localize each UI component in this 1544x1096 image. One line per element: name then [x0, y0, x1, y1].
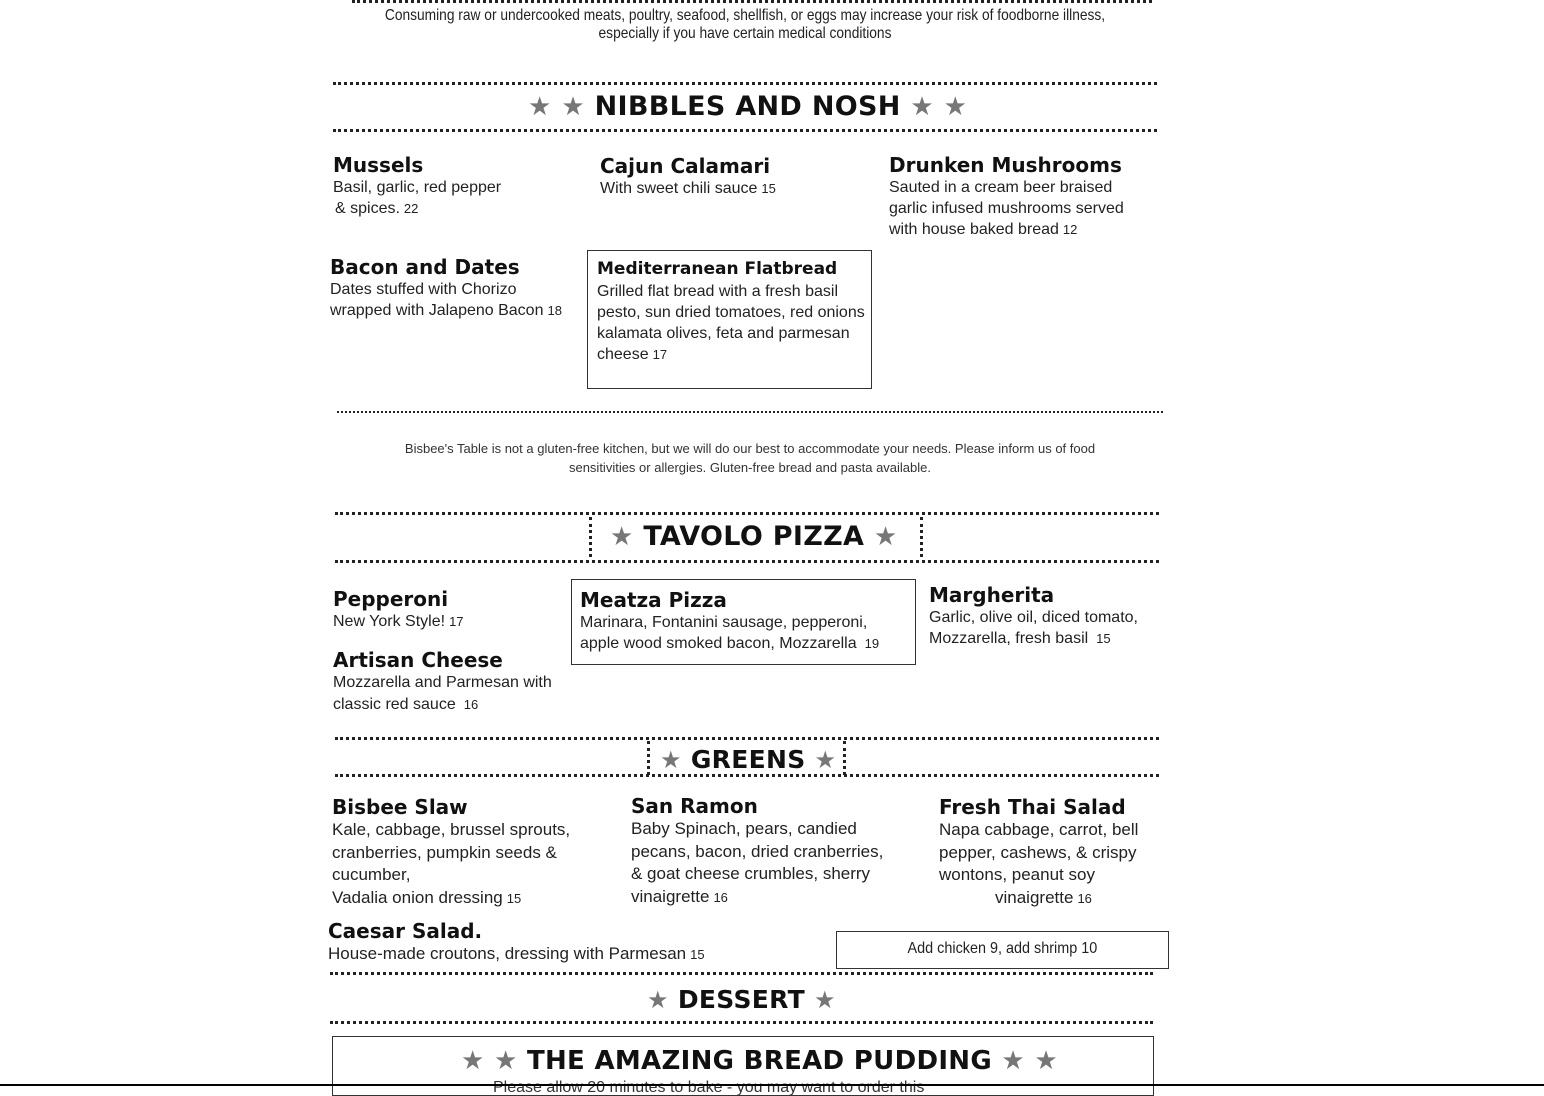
greens-title-text: GREENS: [690, 745, 806, 774]
item-price: 15: [506, 890, 522, 906]
item-price: 17: [449, 614, 464, 629]
allergy-divider: [337, 411, 1163, 413]
menu-item-fresh-thai-salad: [939, 795, 1169, 910]
top-divider: [352, 0, 1152, 3]
item-price: 15: [1096, 631, 1111, 646]
item-description-cont: Vadalia onion dressing 15: [332, 887, 522, 907]
pizza-bottom-divider: [335, 560, 1159, 563]
item-name: Artisan Cheese: [333, 648, 503, 672]
item-name: Cajun Calamari: [600, 154, 771, 178]
pizza-title-right-border: [920, 517, 923, 557]
item-price: 16: [463, 697, 479, 712]
item-name: Meatza Pizza: [580, 588, 727, 612]
pizza-title-text: TAVOLO PIZZA: [643, 521, 865, 552]
item-description: With sweet chili sauce 15: [600, 180, 776, 197]
star-icon: ★: [647, 986, 669, 1014]
item-description: Dates stuffed with Chorizo wrapped with Jalapeno Bacon 18: [330, 281, 562, 319]
item-price: 15: [761, 181, 776, 196]
bread-pudding-title-text: THE AMAZING BREAD PUDDING: [526, 1046, 993, 1076]
menu-item-caesar-salad: [328, 919, 808, 966]
star-icon: ★: [1034, 1046, 1058, 1076]
item-description: House-made croutons, dressing with Parmesan 15: [328, 944, 705, 963]
greens-top-divider: [335, 737, 1159, 740]
star-icon: ★: [814, 746, 837, 774]
menu-item-mussels: [333, 153, 563, 219]
item-price: 16: [1077, 890, 1092, 906]
menu-item-cajun-calamari: [600, 154, 860, 199]
item-price: 16: [713, 889, 728, 905]
item-description: New York Style! 17: [333, 613, 464, 630]
menu-item-bacon-and-dates: [330, 255, 582, 321]
item-name: Drunken Mushrooms: [889, 153, 1122, 177]
greens-bottom-divider: [335, 774, 1159, 777]
star-icon: ★: [910, 92, 934, 122]
allergy-notice-line2: sensitivities or allergies. Gluten-free bread and pasta available.: [568, 460, 932, 475]
item-description: Sauted in a cream beer braised garlic infused mushrooms served with house baked bread 12: [889, 179, 1124, 238]
item-name: San Ramon: [631, 794, 758, 818]
food-safety-notice-line2: especially if you have certain medical conditions: [598, 25, 892, 42]
food-safety-notice-line1: Consuming raw or undercooked meats, poultry, seafood, shellfish, or eggs may increase your risk of foodborne illness,: [384, 7, 1106, 24]
greens-section-title: [660, 745, 836, 774]
featured-box-bread-pudding: [332, 1036, 1154, 1096]
pizza-title-left-border: [589, 517, 592, 557]
item-name: Bacon and Dates: [330, 255, 520, 279]
dessert-section-title: [647, 985, 836, 1014]
item-description: Grilled flat bread with a fresh basil pesto, sun dried tomatoes, red onions kalamata olives, feta and parmesan cheese 17: [597, 283, 865, 363]
dessert-title-text: DESSERT: [677, 985, 805, 1014]
dessert-bottom-divider: [330, 1021, 1153, 1024]
item-description: Napa cabbage, carrot, bell pepper, cashews, & crispy wontons, peanut soy: [939, 820, 1139, 884]
menu-item-pepperoni: [333, 587, 553, 632]
star-icon: ★: [813, 986, 836, 1014]
item-price: 18: [547, 303, 562, 318]
star-icon: ★: [493, 1046, 518, 1076]
item-description: Kale, cabbage, brussel sprouts, cranberries, pumpkin seeds & cucumber,: [332, 820, 571, 884]
item-name: Mediterranean Flatbread: [597, 259, 838, 279]
item-description: Baby Spinach, pears, candied pecans, bacon, dried cranberries, & goat cheese crumbles, sherry vinaigrette 16: [631, 819, 884, 906]
item-description: Basil, garlic, red pepper: [333, 179, 502, 196]
menu-item-drunken-mushrooms: [889, 153, 1151, 240]
pizza-top-divider: [335, 512, 1159, 515]
allergy-notice-line1: Bisbee's Table is not a gluten-free kitchen, but we will do our best to accommodate your needs. Please inform us of food: [404, 441, 1096, 456]
star-icon: ★: [461, 1046, 485, 1076]
star-icon: ★: [528, 92, 552, 122]
item-price: 12: [1062, 222, 1078, 237]
item-description-cont: vinaigrette 16: [995, 887, 1092, 907]
menu-item-artisan-cheese: [333, 648, 558, 716]
nibbles-section-title: [528, 91, 967, 122]
bread-pudding-title: [461, 1046, 1058, 1076]
menu-item-margherita: [929, 583, 1157, 649]
nibbles-title-text: NIBBLES AND NOSH: [594, 91, 901, 122]
bread-pudding-note: Please allow 20 minutes to bake - you may want to order this: [493, 1079, 925, 1096]
star-icon: ★: [610, 522, 634, 552]
salad-addon-text: Add chicken 9, add shrimp 10: [907, 940, 1098, 957]
star-icon: ★: [660, 746, 682, 774]
item-description: Garlic, olive oil, diced tomato, Mozzarella, fresh basil 15: [929, 609, 1138, 647]
menu-item-bisbee-slaw: [332, 795, 590, 910]
item-description: Marinara, Fontanini sausage, pepperoni, apple wood smoked bacon, Mozzarella 19: [580, 614, 880, 652]
nibbles-top-divider: [333, 82, 1157, 85]
item-price: 19: [864, 636, 880, 651]
star-icon: ★: [561, 92, 585, 122]
salad-addon-box: [836, 931, 1169, 969]
greens-title-left-border: [647, 741, 650, 775]
greens-title-right-border: [843, 741, 846, 775]
item-name: Bisbee Slaw: [332, 795, 468, 819]
item-name: Pepperoni: [333, 587, 449, 611]
item-price: 17: [652, 347, 668, 362]
item-description: Mozzarella and Parmesan with classic red sauce 16: [333, 674, 552, 713]
menu-item-san-ramon: [631, 794, 891, 909]
dessert-top-divider: [330, 972, 1153, 975]
item-name: Mussels: [333, 153, 424, 177]
food-safety-notice: [362, 7, 1127, 43]
item-name: Margherita: [929, 583, 1055, 607]
star-icon: ★: [943, 92, 968, 122]
menu-item-mediterranean-flatbread: [597, 257, 865, 365]
allergy-notice: [360, 439, 1140, 477]
item-price: 15: [690, 947, 705, 962]
item-name: Caesar Salad.: [328, 919, 483, 943]
nibbles-bottom-divider: [333, 129, 1157, 132]
star-icon: ★: [1001, 1046, 1025, 1076]
item-price: 22: [403, 201, 419, 216]
menu-item-meatza-pizza: [580, 588, 910, 654]
item-description-cont: & spices. 22: [335, 200, 419, 217]
pizza-section-title: [610, 521, 897, 552]
item-name: Fresh Thai Salad: [939, 795, 1126, 819]
screen-bottom-edge: [0, 1084, 1544, 1086]
star-icon: ★: [873, 522, 898, 552]
